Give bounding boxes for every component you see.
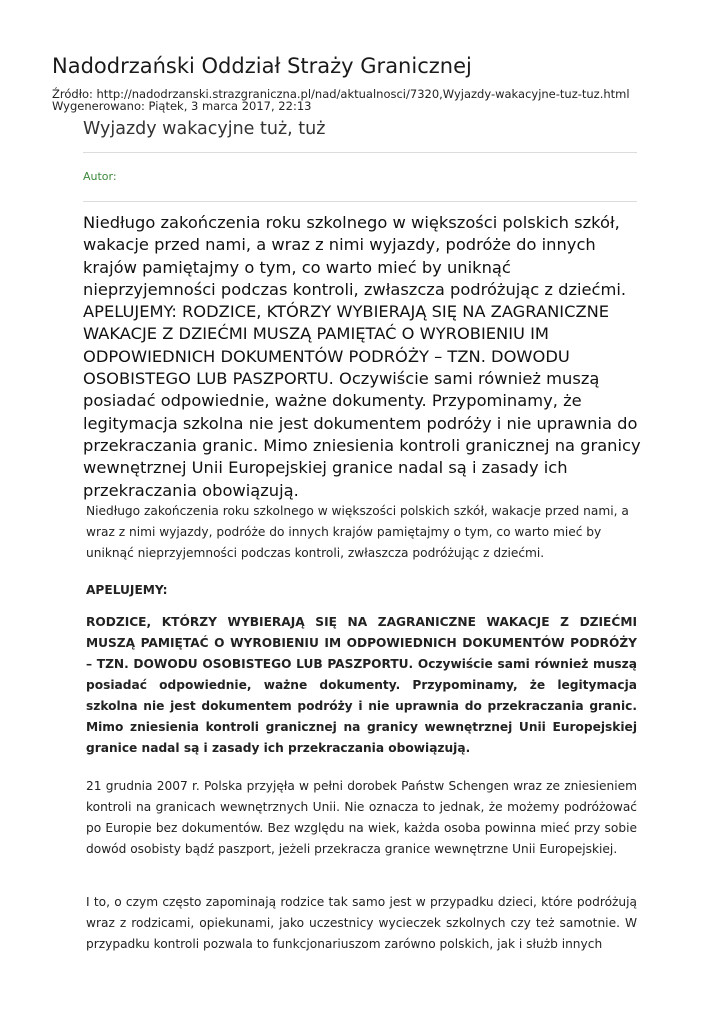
body-paragraph-schengen: 21 grudnia 2007 r. Polska przyjęła w pełni dorobek Państw Schengen wraz ze zniesieniem kontroli na granicach wewnętrznych Unii. Nie oznacza to jednak, że możemy podróżować po Europie bez dokumentów. Bez względu na wiek, każda osoba powinna mieć przy sobie dowód osobisty bądź paszport, jeżeli przekracza granice wewnętrzne Unii Europejskiej. [86,779,637,856]
title-divider [83,152,637,153]
body-paragraph-children: I to, o czym często zapominają rodzice tak samo jest w przypadku dzieci, które podróżują wraz z rodzicami, opiekunami, jako uczestnicy wycieczek szkolnych czy też samotnie. W przypadku kontroli pozwala to funkcjonariuszom zarówno polskich, jak i służb innych [86,895,637,951]
article-lead: Niedługo zakończenia roku szkolnego w większości polskich szkół, wakacje przed nami, a wraz z nimi wyjazdy, podróże do innych krajów pamiętajmy o tym, co warto mieć by uniknąć nieprzyjemności podczas kontroli, zwłaszcza podróżując z dziećmi. APELUJEMY: RODZICE, KTÓRZY WYBIERAJĄ SIĘ NA ZAGRANICZNE WAKACJE Z DZIEĆMI MUSZĄ PAMIĘTAĆ O WYROBIENIU IM ODPOWIEDNICH DOKUMENTÓW PODRÓŻY – TZN. DOWODU OSOBISTEGO LUB PASZPORTU. Oczywiście sami również muszą posiadać odpowiednie, ważne dokumenty. Przypominamy, że legitymacja szkolna nie jest dokumentem podróży i nie uprawnia do przekraczania granic. Mimo zniesienia kontroli granicznej na granicy wewnętrznej Unii Europejskiej granice nadal są i zasady ich przekraczania obowiązują. [83,213,641,500]
article-title: Wyjazdy wakacyjne tuż, tuż [83,119,326,139]
body-paragraph-intro: Niedługo zakończenia roku szkolnego w większości polskich szkół, wakacje przed nami, a wraz z nimi wyjazdy, podróże do innych krajów pamiętajmy o tym, co warto mieć by uniknąć nieprzyjemności podczas kontroli, zwłaszcza podróżując z dziećmi. [86,504,629,560]
appeal-heading: APELUJEMY: [86,583,168,597]
document-meta [52,88,630,112]
source-line: Źródło: http://nadodrzanski.strazgraniczna.pl/nad/aktualnosci/7320,Wyjazdy-wakacyjne-tuz-tuz.html [52,87,630,101]
appeal-body: RODZICE, KTÓRZY WYBIERAJĄ SIĘ NA ZAGRANICZNE WAKACJE Z DZIEĆMI MUSZĄ PAMIĘTAĆ O WYROBIENIU IM ODPOWIEDNICH DOKUMENTÓW PODRÓŻY – TZN. DOWODU OSOBISTEGO LUB PASZPORTU. Oczywiście sami również muszą posiadać odpowiednie, ważne dokumenty. Przypominamy, że legitymacja szkolna nie jest dokumentem podróży i nie uprawnia do przekraczania granic. Mimo zniesienia kontroli granicznej na granicy wewnętrznej Unii Europejskiej granice nadal są i zasady ich przekraczania obowiązują. [86,615,637,755]
site-title: Nadodrzański Oddział Straży Granicznej [52,54,472,78]
author-divider [83,201,637,202]
generated-line: Wygenerowano: Piątek, 3 marca 2017, 22:13 [52,99,312,113]
author-label: Autor: [83,170,117,183]
